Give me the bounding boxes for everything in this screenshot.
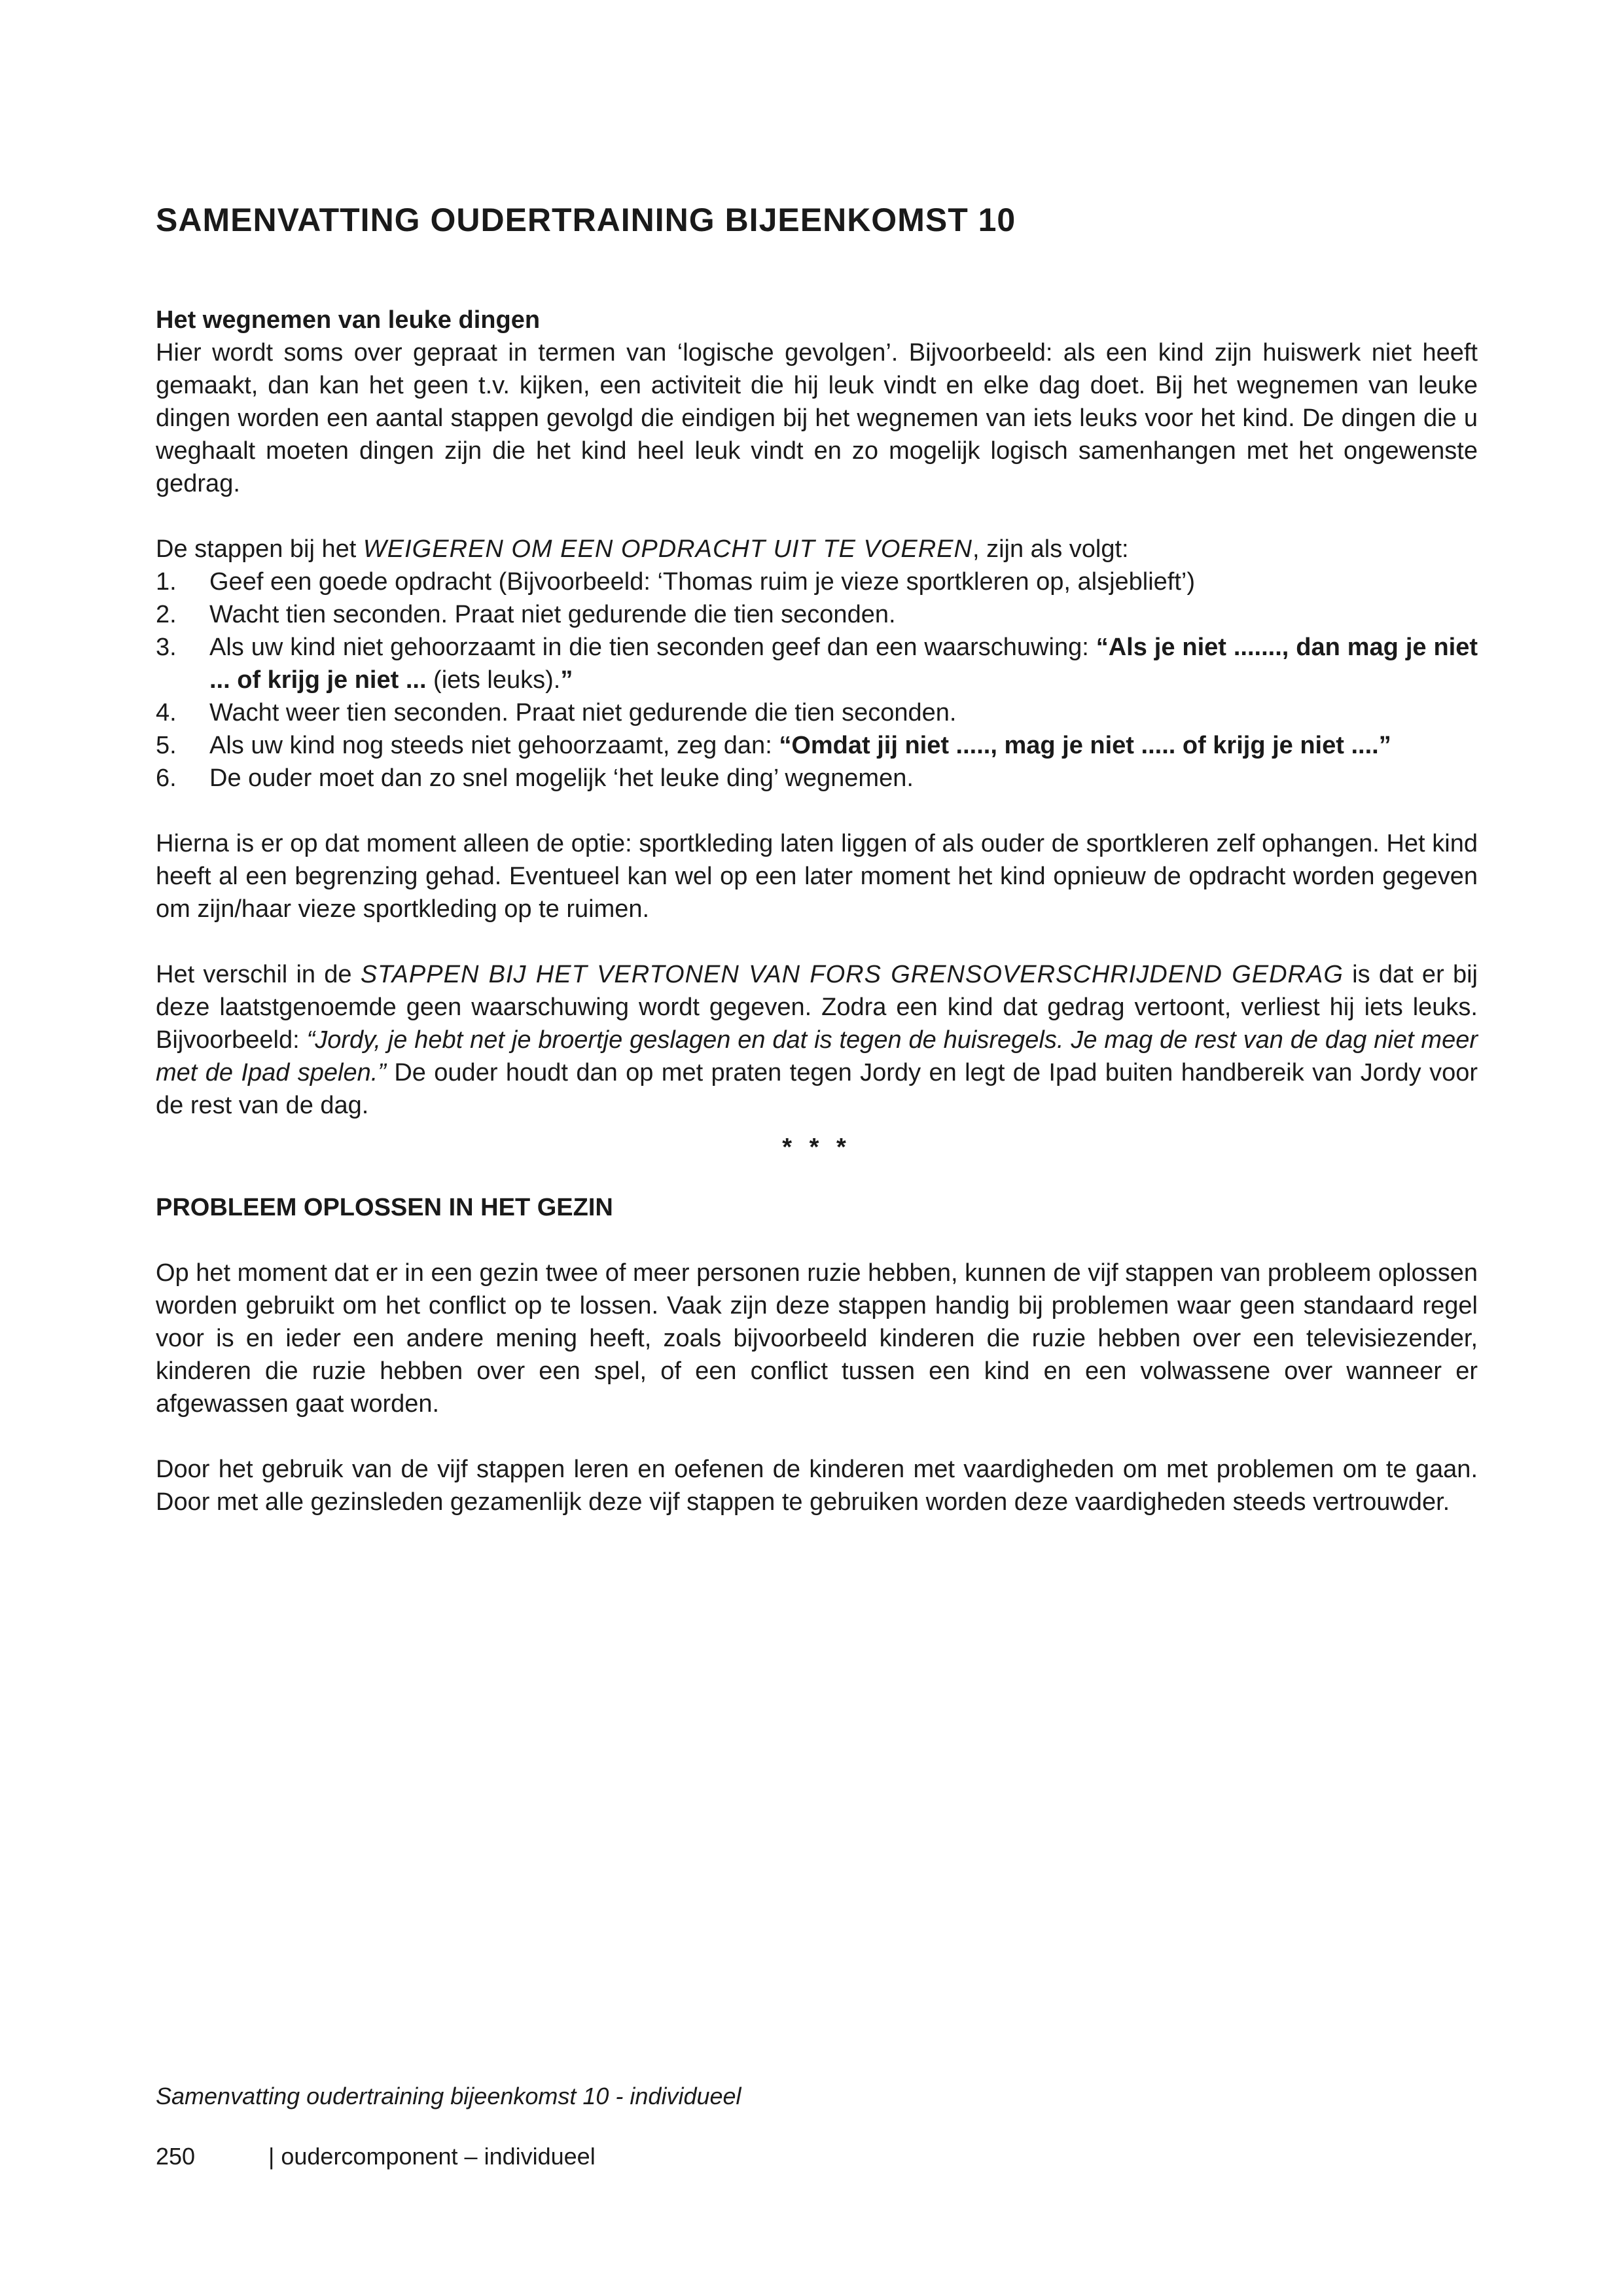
steps-list <box>156 565 1478 795</box>
list-item <box>156 762 1478 795</box>
after-steps-paragraph: Hierna is er op dat moment alleen de optie: sportkleding laten liggen of als ouder de sportkleren zelf ophangen. Het kind heeft al een begrenzing gehad. Eventueel kan wel op een later moment het kind opnieuw de opdracht worden gegeven om zijn/haar vieze sportkleding op te ruimen. <box>156 830 1478 923</box>
steps-intro-after: , zijn als volgt: <box>972 535 1129 563</box>
step-quote-close: ” <box>560 666 573 694</box>
steps-intro <box>156 533 1478 565</box>
page-title: SAMENVATTING OUDERTRAINING BIJEENKOMST 10 <box>156 202 1016 238</box>
difference-middle: is dat er bij deze laatstgenoemde geen waarschuwing wordt gegeven. Zodra een kind dat gedrag vertoont, verliest hij iets leuks. Bijvoorbeeld: <box>156 961 1478 1054</box>
list-item <box>156 729 1478 762</box>
step-consequence-quote: “Omdat jij niet ....., mag je niet ..... of krijg je niet ....” <box>779 732 1391 759</box>
difference-paragraph <box>156 958 1478 1122</box>
section-leuke-dingen <box>156 304 1478 500</box>
list-item <box>156 696 1478 729</box>
step-text: Geef een goede opdracht (Bijvoorbeeld: ‘Thomas ruim je vieze sportkleren op, alsjeblieft’) <box>209 568 1196 596</box>
difference-after: De ouder houdt dan op met praten tegen Jordy en legt de Ipad buiten handbereik van Jordy voor de rest van de dag. <box>156 1059 1478 1119</box>
step-text: Als uw kind niet gehoorzaamt in die tien seconden geef dan een waarschuwing: <box>209 634 1096 661</box>
step-text: Wacht weer tien seconden. Praat niet gedurende die tien seconden. <box>209 699 957 726</box>
step-number: 3. <box>156 634 177 661</box>
step-text: Wacht tien seconden. Praat niet gedurende die tien seconden. <box>209 601 896 628</box>
intro-paragraph: Hier wordt soms over gepraat in termen van ‘logische gevolgen’. Bijvoorbeeld: als een kind zijn huiswerk niet heeft gemaakt, dan kan het geen t.v. kijken, een activiteit die hij leuk vindt en elke dag doet. Bij het wegnemen van leuke dingen worden een aantal stappen gevolgd die eindigen bij het wegnemen van iets leuks voor het kind. De dingen die u weghaalt moeten dingen zijn die het kind heel leuk vindt en zo mogelijk logisch samenhangen met het ongewenste gedrag. <box>156 339 1478 497</box>
list-item <box>156 631 1478 696</box>
probleem-paragraph-2: Door het gebruik van de vijf stappen leren en oefenen de kinderen met vaardigheden om met problemen om te gaan. Door met alle gezinsleden gezamenlijk deze vijf stappen te gebruiken worden deze vaardigheden steeds vertrouwder. <box>156 1456 1478 1516</box>
page-content <box>156 194 1478 1518</box>
footer-section-label: | oudercomponent – individueel <box>268 2143 596 2170</box>
step-text: Als uw kind nog steeds niet gehoorzaamt, zeg dan: <box>209 732 779 759</box>
probleem-paragraph-1: Op het moment dat er in een gezin twee of meer personen ruzie hebben, kunnen de vijf stappen van probleem oplossen worden gebruikt om het conflict op te lossen. Vaak zijn deze stappen handig bij problemen waar geen standaard regel voor is en ieder een andere mening heeft, zoals bijvoorbeeld kinderen die ruzie hebben over een televisiezender, kinderen die ruzie hebben over een spel, of een conflict tussen een kind en een volwassene over wanneer er afgewassen gaat worden. <box>156 1259 1478 1418</box>
section-heading-leuke-dingen: Het wegnemen van leuke dingen <box>156 306 541 334</box>
step-number: 6. <box>156 764 177 792</box>
section-heading-probleem: PROBLEEM OPLOSSEN IN HET GEZIN <box>156 1194 613 1221</box>
step-number: 5. <box>156 732 177 759</box>
difference-quote: “Jordy, je hebt net je broertje geslagen en dat is tegen de huisregels. Je mag de rest van de dag niet meer met de Ipad spelen.” <box>156 1026 1478 1086</box>
step-number: 2. <box>156 601 177 628</box>
difference-emphasis: STAPPEN BIJ HET VERTONEN VAN FORS GRENSOVERSCHRIJDEND GEDRAG <box>360 961 1344 988</box>
steps-intro-before: De stappen bij het <box>156 535 363 563</box>
section-separator: * * * <box>782 1134 851 1161</box>
step-text: De ouder moet dan zo snel mogelijk ‘het leuke ding’ wegnemen. <box>209 764 914 792</box>
step-number: 1. <box>156 568 177 596</box>
step-number: 4. <box>156 699 177 726</box>
list-item <box>156 598 1478 631</box>
page-number: 250 <box>156 2143 196 2170</box>
footer-caption: Samenvatting oudertraining bijeenkomst 10 - individueel <box>156 2083 741 2109</box>
steps-intro-emphasis: WEIGEREN OM EEN OPDRACHT UIT TE VOEREN <box>363 535 972 563</box>
step-text-tail: (iets leuks). <box>426 666 561 694</box>
list-item <box>156 565 1478 598</box>
step-warning-quote: “Als je niet ......., dan mag je niet ... of krijg je niet ... <box>209 634 1478 694</box>
page-footer <box>156 2140 596 2173</box>
difference-before: Het verschil in de <box>156 961 361 988</box>
